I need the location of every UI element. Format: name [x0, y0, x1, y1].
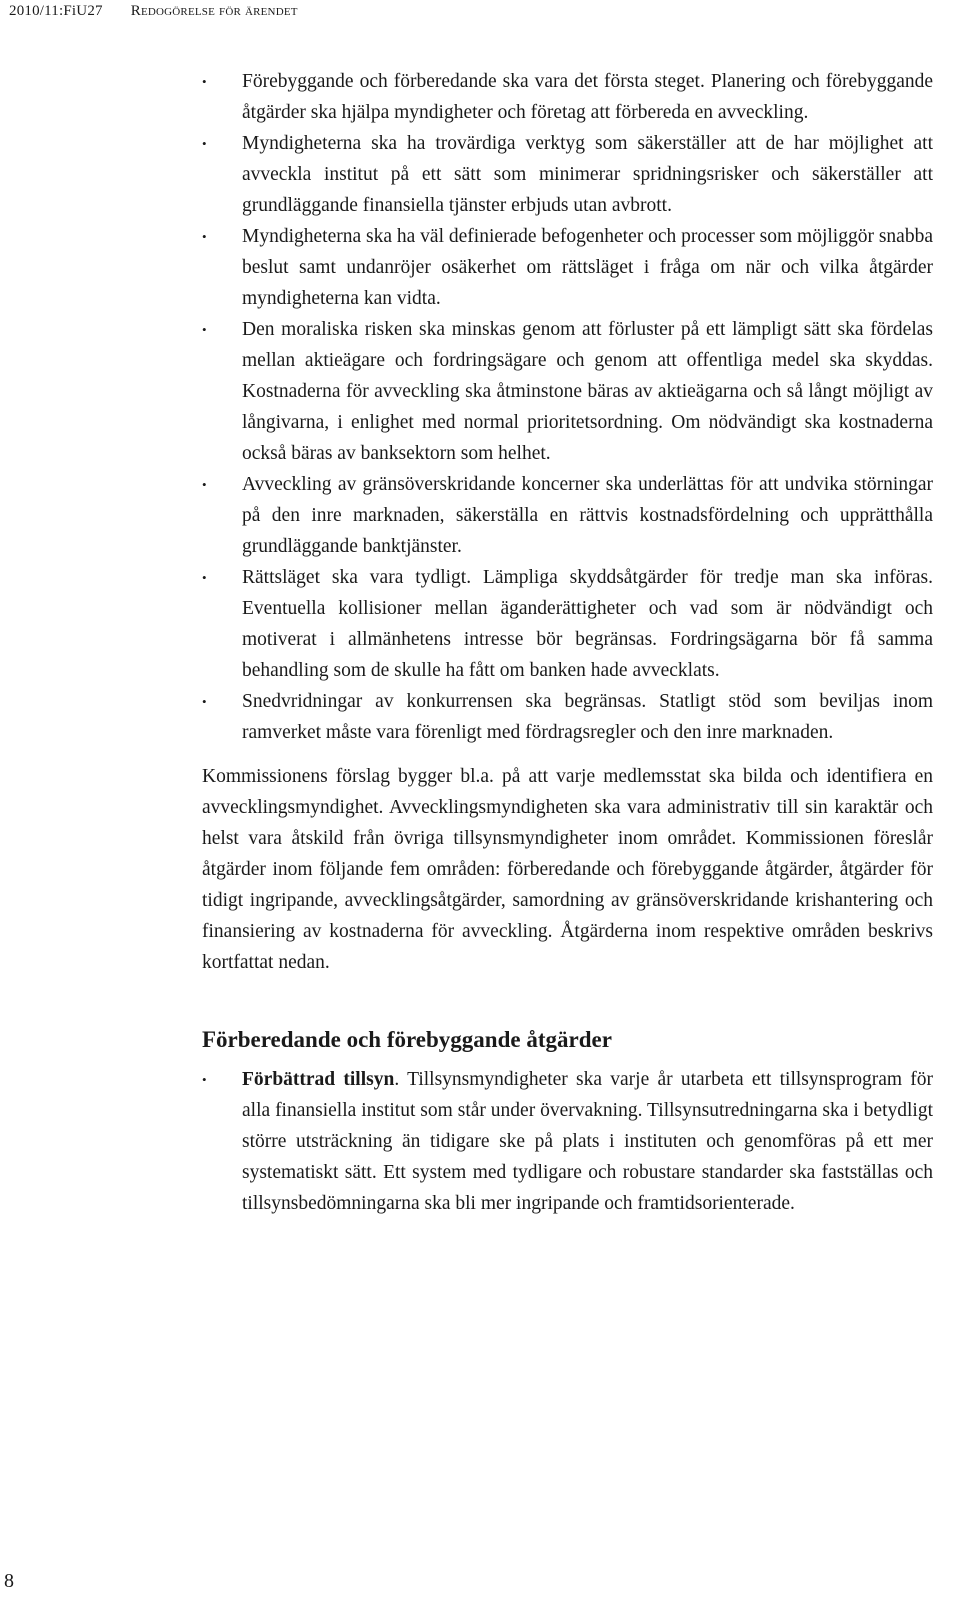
list-item-text: Rättsläget ska vara tydligt. Lämpliga skyddsåtgärder för tredje man ska införas. Eventuella kollisioner mellan äganderättigheter och vad som är nödvändigt och motiverat i allmänhetens intresse bör begränsas. Fordringsägarna bör få samma behandling som de skulle ha fått om banken hade avvecklats.	[242, 567, 933, 681]
principles-list	[202, 66, 933, 748]
list-item	[202, 66, 933, 128]
bullet-icon: •	[202, 136, 207, 151]
header-title: Redogörelse för ärendet	[130, 3, 298, 19]
bullet-icon: •	[202, 1072, 207, 1087]
bullet-icon: •	[202, 229, 207, 244]
bullet-icon: •	[202, 570, 207, 585]
bullet-icon: •	[202, 694, 207, 709]
list-item-text: . Tillsynsmyndigheter ska varje år utarbeta ett tillsynsprogram för alla finansiella institut som står under övervakning. Tillsynsutredningarna ska i betydligt större utsträckning än tidigare ske på plats i instituten och genomföras på ett mer systematiskt sätt. Ett system med tydligare och robustare standarder ska fastställas och tillsynsbedömningarna ska bli mer ingripande och framtidsorienterade.	[242, 1069, 933, 1214]
list-item	[202, 221, 933, 314]
list-item	[202, 686, 933, 748]
list-item	[202, 562, 933, 686]
list-item-text: Den moraliska risken ska minskas genom att förluster på ett lämpligt sätt ska fördelas mellan aktieägare och fordringsägare och genom att offentliga medel ska skyddas. Kostnaderna för avveckling ska åtminstone bäras av aktieägarna och så långt möjligt av långivarna, i enlighet med normal prioritetsordning. Om nödvändigt ska kostnaderna också bäras av banksektorn som helhet.	[242, 319, 933, 464]
list-item-text: Myndigheterna ska ha trovärdiga verktyg som säkerställer att de har möjlighet att avveckla institut på ett sätt som minimerar spridningsrisker och säkerställer att grundläggande finansiella tjänster erbjuds utan avbrott.	[242, 133, 933, 216]
list-item-text: Myndigheterna ska ha väl definierade befogenheter och processer som möjliggör snabba beslut samt undanröjer osäkerhet om rättsläget i fråga om när och vilka åtgärder myndigheterna kan vidta.	[242, 226, 933, 309]
section-heading: Förberedande och förebyggande åtgärder	[202, 1027, 612, 1052]
list-item-text: Avveckling av gränsöverskridande koncerner ska underlättas för att undvika störningar på den inre marknaden, säkerställa en rättvis kostnadsfördelning och upprätthålla grundläggande banktjänster.	[242, 474, 933, 557]
page-number: 8	[4, 1570, 14, 1592]
page-body	[202, 66, 933, 1219]
list-item	[202, 1064, 933, 1219]
document-id: 2010/11:FiU27	[9, 3, 103, 19]
list-item	[202, 469, 933, 562]
bullet-icon: •	[202, 322, 207, 337]
list-item	[202, 128, 933, 221]
body-paragraph: Kommissionens förslag bygger bl.a. på att varje medlemsstat ska bilda och identifiera en avvecklingsmyndighet. Avvecklingsmyndigheten ska vara administrativ till sin karaktär och helst vara åtskild från övriga tillsynsmyndigheter inom området. Kommissionen föreslår åtgärder inom följande fem områden: förberedande och förebyggande åtgärder, åtgärder för tidigt ingripande, avvecklingsåtgärder, samordning av gränsöverskridande krishantering och finansiering av kostnaderna för avveckling. Åtgärderna inom respektive områden beskrivs kortfattat nedan.	[202, 766, 933, 973]
section-list	[202, 1064, 933, 1219]
running-header	[9, 3, 298, 20]
bullet-icon: •	[202, 477, 207, 492]
list-item-text: Förebyggande och förberedande ska vara det första steget. Planering och förebyggande åtgärder ska hjälpa myndigheter och företag att förbereda en avveckling.	[242, 71, 933, 123]
list-item	[202, 314, 933, 469]
bullet-icon: •	[202, 74, 207, 89]
list-item-text: Snedvridningar av konkurrensen ska begränsas. Statligt stöd som beviljas inom ramverket måste vara förenligt med fördragsregler och den inre marknaden.	[242, 691, 933, 743]
list-item-lead: Förbättrad tillsyn	[242, 1069, 395, 1090]
